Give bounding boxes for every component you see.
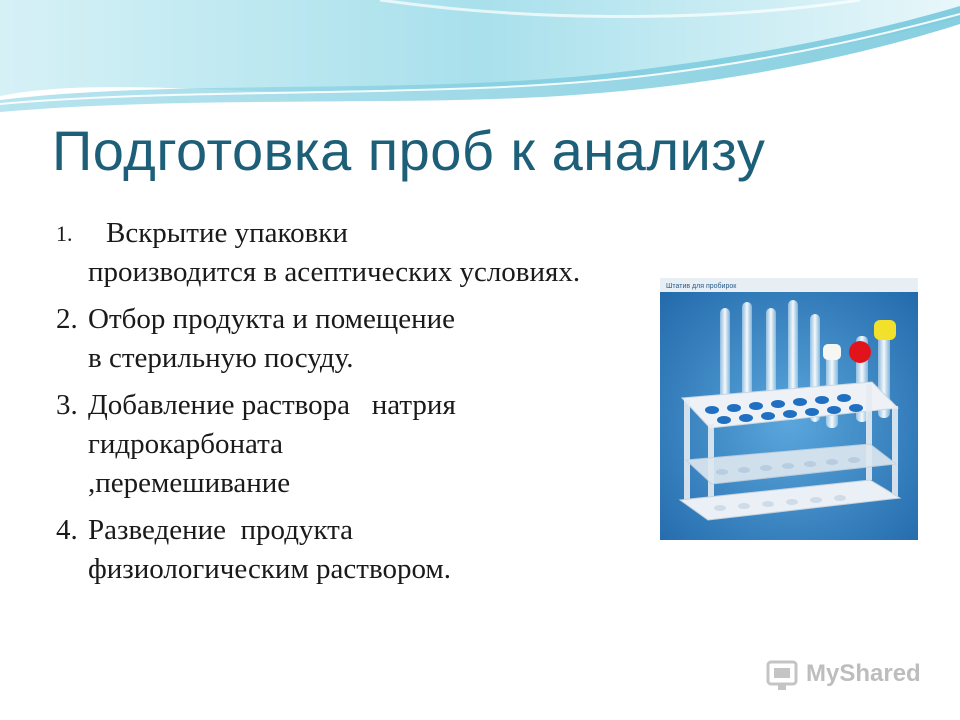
list-item bbox=[56, 300, 616, 378]
step-text-line1: Отбор продукта и помещение bbox=[88, 303, 455, 335]
slide-title: Подготовка проб к анализу bbox=[52, 119, 766, 182]
step-text-rest: в стерильную посуду. bbox=[88, 342, 354, 374]
step-text-rest: производится в асептических условиях. bbox=[88, 256, 581, 288]
photo-caption: Штатив для пробирок bbox=[666, 283, 737, 290]
list-item bbox=[56, 214, 616, 292]
step-text-rest: гидрокарбоната ,перемешивание bbox=[88, 428, 291, 499]
step-number: 3. bbox=[56, 389, 78, 421]
step-number: 1. bbox=[56, 221, 73, 246]
step-number: 2. bbox=[56, 303, 78, 335]
test-tube-rack-photo bbox=[660, 278, 918, 540]
step-number: 4. bbox=[56, 514, 78, 546]
steps-list bbox=[56, 214, 616, 597]
watermark-text: MyShared bbox=[806, 660, 921, 687]
step-text-line1: Разведение продукта bbox=[88, 514, 354, 546]
list-item bbox=[56, 511, 616, 589]
step-text-line1: Вскрытие упаковки bbox=[106, 217, 348, 249]
step-text-line1: Добавление раствора натрия bbox=[88, 389, 456, 421]
step-text-rest: физиологическим раствором. bbox=[88, 553, 452, 585]
header-wave-decoration bbox=[0, 0, 960, 130]
list-item bbox=[56, 386, 616, 503]
